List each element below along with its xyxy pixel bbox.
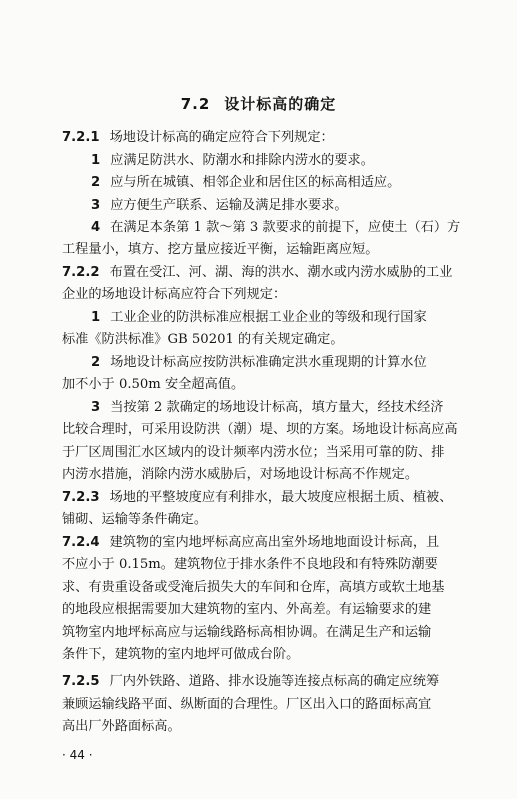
list-item xyxy=(62,219,503,237)
text-line: 求、有贵重设备或受淹后损失大的车间和仓库，高填方或软土地基 xyxy=(62,580,445,595)
item-text: 在满足本条第 1 款～第 3 款要求的前提下，应使土（石）方 xyxy=(110,220,461,235)
item-number: 3 xyxy=(91,198,101,213)
item-number: 2 xyxy=(91,355,101,370)
list-item xyxy=(62,197,503,215)
text-line: 标准《防洪标准》GB 50201 的有关规定确定。 xyxy=(62,332,344,347)
clause-text: 布置在受江、河、湖、海的洪水、潮水或内涝水威胁的工业 xyxy=(109,265,453,280)
text-line: 内涝水措施，消除内涝水威胁后，对场地设计标高不作规定。 xyxy=(62,467,419,482)
text-line: 筑物室内地坪标高应与运输线路标高相协调。在满足生产和运输 xyxy=(62,625,432,640)
clause-number: 7.2.2 xyxy=(62,265,100,280)
item-text: 应方便生产联系、运输及满足排水要求。 xyxy=(110,198,348,213)
text-line: 兼顾运输线路平面、纵断面的合理性。厂区出入口的路面标高宜 xyxy=(62,697,432,712)
text-line: 的地段应根据需要加大建筑物的室内、外高差。有运输要求的建 xyxy=(62,602,432,617)
clause-text: 场地的平整坡度应有利排水，最大坡度应根据土质、植被、 xyxy=(109,490,453,505)
clause-7-2-1 xyxy=(62,129,474,147)
list-item xyxy=(62,354,503,372)
clause-number: 7.2.1 xyxy=(62,130,100,145)
section-number: 7.2 xyxy=(180,95,211,113)
item-text: 应满足防洪水、防潮水和排除内涝水的要求。 xyxy=(110,153,374,168)
text-line: 企业的场地设计标高应符合下列规定： xyxy=(62,287,287,302)
item-number: 1 xyxy=(91,310,101,325)
item-text: 当按第 2 款确定的场地设计标高，填方量大，经技术经济 xyxy=(110,400,444,415)
text-line: 铺砌、运输等条件确定。 xyxy=(62,512,208,527)
text-line: 比较合理时，可采用设防洪（潮）堤、坝的方案。场地设计标高应高 xyxy=(62,422,458,437)
clause-text: 建筑物的室内地坪标高应高出室外场地地面设计标高，且 xyxy=(109,535,440,550)
clause-7-2-4 xyxy=(62,534,474,552)
section-heading: 设计标高的确定 xyxy=(224,95,337,113)
clause-number: 7.2.3 xyxy=(62,490,100,505)
item-text: 工业企业的防洪标准应根据工业企业的等级和现行国家 xyxy=(110,310,427,325)
clause-7-2-3 xyxy=(62,489,474,507)
clause-text: 场地设计标高的确定应符合下列规定： xyxy=(109,130,334,145)
clause-7-2-5 xyxy=(62,673,474,691)
item-number: 3 xyxy=(91,400,101,415)
list-item xyxy=(62,309,503,327)
item-text: 场地设计标高应按防洪标准确定洪水重现期的计算水位 xyxy=(110,355,427,370)
text-line: 高出厂外路面标高。 xyxy=(62,719,181,734)
text-line: 加不小于 0.50m 安全超高值。 xyxy=(62,377,245,392)
clause-number: 7.2.5 xyxy=(62,674,100,689)
item-number: 2 xyxy=(91,175,101,190)
clause-text: 厂内外铁路、道路、排水设施等连接点标高的确定应统筹 xyxy=(109,674,440,689)
section-title xyxy=(0,93,517,114)
list-item xyxy=(62,399,503,417)
list-item xyxy=(62,174,503,192)
clause-7-2-2 xyxy=(62,264,474,282)
item-number: 4 xyxy=(91,220,101,235)
item-number: 1 xyxy=(91,153,101,168)
clause-number: 7.2.4 xyxy=(62,535,100,550)
page-number: · 44 · xyxy=(62,748,93,762)
text-line: 条件下，建筑物的室内地坪可做成台阶。 xyxy=(62,647,300,662)
text-line: 工程量小，填方、挖方量应接近平衡，运输距离应短。 xyxy=(62,242,379,257)
list-item xyxy=(62,152,503,170)
text-line: 于厂区周围汇水区域内的设计频率内涝水位；当采用可靠的防、排 xyxy=(62,445,445,460)
item-text: 应与所在城镇、相邻企业和居住区的标高相适应。 xyxy=(110,175,401,190)
text-line: 不应小于 0.15m。建筑物位于排水条件不良地段和有特殊防潮要 xyxy=(62,557,438,572)
